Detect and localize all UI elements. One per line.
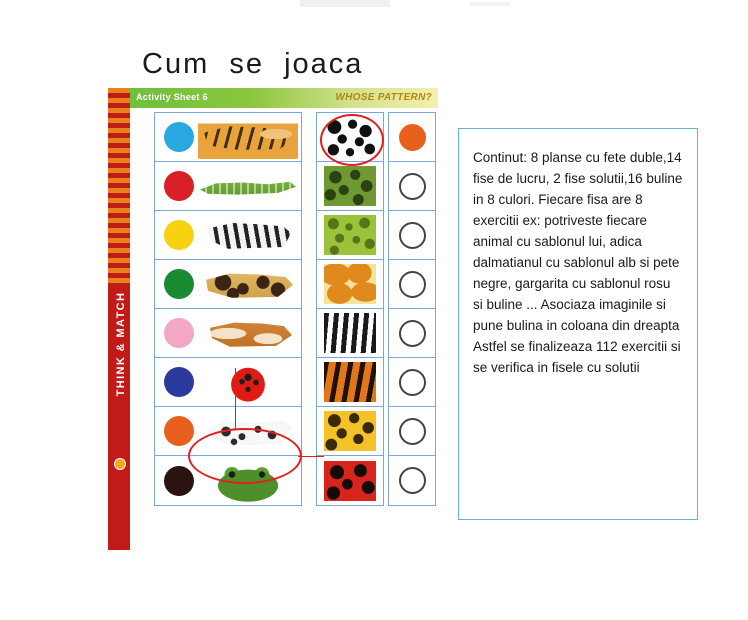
animal-image-cow	[198, 312, 298, 355]
spine-dot-icon	[114, 458, 126, 470]
answer-slot-empty[interactable]	[399, 271, 426, 298]
pattern-swatch-ladybug-red	[324, 461, 376, 501]
sheet-spine	[108, 88, 130, 550]
table-row	[155, 456, 301, 505]
animal-image-dalmatian-dog	[198, 410, 298, 453]
color-dot	[164, 367, 194, 397]
table-row[interactable]	[389, 211, 435, 260]
brand-label: THINK & MATCH	[115, 291, 127, 397]
table-row	[317, 113, 383, 162]
table-row	[317, 407, 383, 456]
table-row	[155, 211, 301, 260]
table-row	[155, 358, 301, 407]
patterns-column	[316, 112, 384, 506]
pattern-swatch-giraffe-patches	[324, 264, 376, 304]
whose-pattern-label: WHOSE PATTERN?	[335, 92, 432, 103]
sheet-body	[130, 88, 438, 550]
sheet-header	[130, 88, 438, 108]
animal-image-zebra	[198, 214, 298, 257]
animal-image-frog	[198, 459, 298, 502]
table-row[interactable]	[389, 407, 435, 456]
color-dot	[164, 269, 194, 299]
animal-image-ladybug	[198, 361, 298, 404]
answer-slot-empty[interactable]	[399, 320, 426, 347]
table-row	[317, 309, 383, 358]
table-row	[155, 407, 301, 456]
page-artifact-top-left	[300, 0, 390, 7]
color-dot	[164, 318, 194, 348]
answer-token-filled[interactable]	[399, 124, 426, 151]
table-row[interactable]	[389, 162, 435, 211]
page-title: Cum se joaca	[142, 48, 364, 80]
animal-image-crocodile	[198, 165, 298, 208]
activity-sheet-label: Activity Sheet 6	[136, 92, 208, 102]
activity-sheet	[108, 88, 438, 550]
table-row	[317, 260, 383, 309]
notes-text: Continut: 8 planse cu fete duble,14 fise de lucru, 2 fise solutii,16 buline in 8 culori. Fiecare fisa are 8 exercitii ex: potriveste fiecare animal cu sablonul lui, adica dalmatianul cu sablonul alb si pete negre, gargarita cu sablonul rosu si buline ... Asociaza imaginile si pune bulina in coloana din dreapta Astfel se finalizeaza 112 exercitii si se verifica in fisele cu solutii	[473, 150, 683, 375]
table-row	[155, 309, 301, 358]
table-row[interactable]	[389, 260, 435, 309]
table-row	[155, 113, 301, 162]
table-row	[155, 260, 301, 309]
table-row	[317, 162, 383, 211]
table-row	[155, 162, 301, 211]
table-row	[317, 358, 383, 407]
table-row	[317, 456, 383, 505]
color-dot	[164, 171, 194, 201]
notes-panel	[458, 128, 698, 520]
color-dot	[164, 466, 194, 496]
table-row[interactable]	[389, 456, 435, 505]
answer-slot-empty[interactable]	[399, 369, 426, 396]
table-row	[317, 211, 383, 260]
animals-column	[154, 112, 302, 506]
pattern-swatch-lizard-green	[324, 215, 376, 255]
answers-column	[388, 112, 436, 506]
spine-stripes	[108, 88, 130, 288]
answer-slot-empty[interactable]	[399, 467, 426, 494]
animal-image-tiger	[198, 116, 298, 159]
pattern-swatch-leopard-yellow	[324, 411, 376, 451]
table-row[interactable]	[389, 113, 435, 162]
table-row[interactable]	[389, 309, 435, 358]
pattern-swatch-dalmatian-spots	[324, 117, 376, 157]
pattern-swatch-tiger-stripes	[324, 362, 376, 402]
answer-slot-empty[interactable]	[399, 222, 426, 249]
color-dot	[164, 416, 194, 446]
page-artifact-top-right	[470, 2, 510, 6]
animal-image-leopard	[198, 263, 298, 306]
answer-slot-empty[interactable]	[399, 418, 426, 445]
pattern-swatch-zebra-stripes	[324, 313, 376, 353]
answer-slot-empty[interactable]	[399, 173, 426, 200]
color-dot	[164, 220, 194, 250]
table-row[interactable]	[389, 358, 435, 407]
color-dot	[164, 122, 194, 152]
pattern-swatch-leopard-green	[324, 166, 376, 206]
